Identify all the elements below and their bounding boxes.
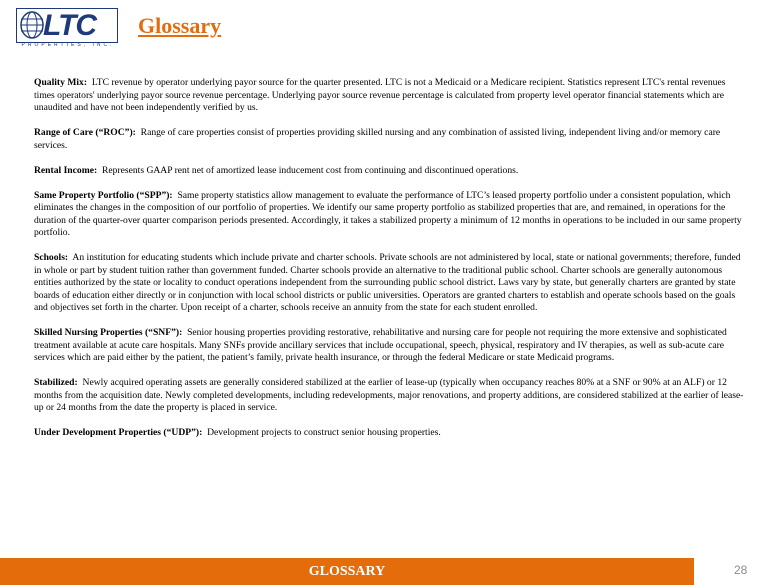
glossary-entry-rental-income xyxy=(34,165,746,178)
glossary-term: Stabilized: xyxy=(34,377,78,388)
glossary-definition: Range of care properties consist of properties providing skilled nursing and any combination of assisted living, independent living and/or memory care services. xyxy=(34,127,721,151)
glossary-definition: Same property statistics allow management to evaluate the performance of LTC’s leased property portfolio under a consistent population, which eliminates the changes in the composition of our portfolio of properties. We identify our same property portfolio as stabilized properties that are, and remained, in operations for the duration of the quarter-over quarter comparison periods presented. Accordingly, it takes a stabilized property a minimum of 12 months in operations to be included in our same property portfolio. xyxy=(34,189,742,238)
logo-frame xyxy=(16,8,118,43)
footer-bar xyxy=(0,558,694,585)
glossary-definition: LTC revenue by operator underlying payor source for the quarter presented. LTC is not a Medicaid or a Medicare recipient. Statistics represent LTC's rental revenues times operators' underlying payor source revenue percentage. Underlying payor source revenue percentage is calculated from property level operator financial statements which are unaudited and have not been independently verified by us. xyxy=(34,77,726,113)
glossary-entry-quality-mix xyxy=(34,77,746,115)
glossary-term: Skilled Nursing Properties (“SNF”): xyxy=(34,327,183,338)
glossary-definition: Development projects to construct senior housing properties. xyxy=(207,427,441,438)
page-title: Glossary xyxy=(138,13,222,38)
glossary-term: Rental Income: xyxy=(34,164,98,176)
globe-icon xyxy=(19,10,45,40)
glossary-term: Range of Care (“ROC”): xyxy=(34,127,136,138)
logo-text: LTC xyxy=(43,9,97,42)
glossary-definition: Senior housing properties providing restorative, rehabilitative and nursing care for people not requiring the more extensive and sophisticated treatment available at acute care hospitals. Many SNFs provide ancillary services that include occupational, speech, physical, respiratory and IV therapies, as well as sub-acute care services which are paid either by the patient, the patient’s family, private health insurance, or through the federal Medicare or state Medicaid programs. xyxy=(34,327,727,363)
glossary-definition: Newly acquired operating assets are generally considered stabilized at the earlier of lease-up (typically when occupancy reaches 80% at a SNF or 90% at an ALF) or 12 months from the acquisition date. Newly completed developments, including redevelopments, major renovations, and property additions, are considered stabilized at the earlier of lease-up or 24 months from the date the property is placed in service. xyxy=(34,377,744,413)
footer-label: GLOSSARY xyxy=(308,564,386,579)
glossary-term: Under Development Properties (“UDP”): xyxy=(34,427,203,438)
glossary-entry-stabilized xyxy=(34,377,746,415)
glossary-definition: An institution for educating students which include private and charter schools. Private schools are not administered by local, state or national governments; therefore, funded in whole or part by student tuition rather than government funded. Charter schools provide an alternative to the traditional public school. Charter schools are generally autonomous entities authorized by the state or locality to conduct operations independent from the surrounding public school district. Laws vary by state, but generally charters are granted by state boards of education either directly or in conjunction with local school districts or public universities. Operators are granted charters to establish and operate schools based on the goals and objectives set forth in the charter. Upon receipt of a charter, schools receive an annuity from the state for each student enrolled. xyxy=(34,252,741,313)
page-number: 28 xyxy=(734,563,748,577)
logo-subtitle: PROPERTIES, INC. xyxy=(21,42,115,48)
glossary-term: Same Property Portfolio (“SPP”): xyxy=(34,189,173,201)
glossary-list xyxy=(34,77,746,452)
glossary-entry-schools xyxy=(34,252,746,315)
glossary-entry-same-property-portfolio xyxy=(34,190,746,240)
glossary-term: Schools: xyxy=(34,252,69,263)
glossary-entry-skilled-nursing xyxy=(34,327,746,365)
company-logo xyxy=(16,8,116,48)
glossary-entry-range-of-care xyxy=(34,127,746,152)
glossary-definition: Represents GAAP rent net of amortized lease inducement cost from continuing and discontinued operations. xyxy=(101,164,519,176)
glossary-term: Quality Mix: xyxy=(34,77,88,88)
glossary-entry-under-development xyxy=(34,427,746,440)
